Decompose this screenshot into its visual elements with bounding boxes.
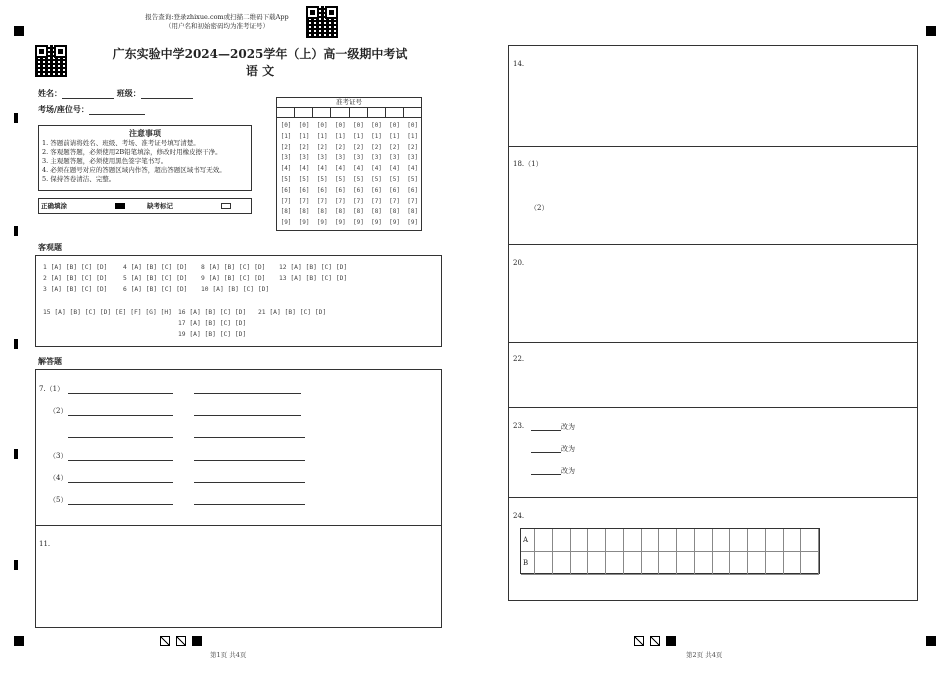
answer-line[interactable] (68, 393, 173, 394)
answer-line[interactable] (531, 452, 561, 453)
exam-digit-bubble[interactable]: [3] (352, 154, 364, 162)
exam-digit-bubble[interactable]: [4] (407, 165, 419, 173)
exam-digit-bubble[interactable]: [0] (371, 122, 382, 129)
section-divider (509, 407, 917, 408)
grid-cell[interactable] (588, 552, 606, 575)
gaiwei-text: 改为 (561, 445, 575, 453)
grid-cell[interactable] (606, 552, 624, 575)
exam-digit-bubble[interactable]: [9] (389, 219, 401, 227)
correct-fill-label: 正确填涂 (41, 202, 67, 210)
exam-digit-bubble[interactable]: [3] (280, 154, 292, 162)
grid-cell[interactable] (571, 529, 589, 552)
exam-digit-column[interactable] (349, 121, 367, 229)
grid-cell[interactable] (535, 529, 553, 552)
exam-digit-bubble[interactable]: [0] (334, 122, 346, 129)
exam-digit-bubble[interactable]: [9] (407, 219, 419, 227)
report-query-text: 报告查询:登录zhixue.com或扫描二维码下载App (145, 13, 289, 21)
page-check-icon (634, 636, 644, 646)
exam-digit-bubble[interactable]: [8] (407, 208, 419, 216)
answer-line[interactable] (194, 482, 305, 483)
exam-digit-bubble[interactable]: [7] (298, 197, 310, 205)
option-row[interactable]: 10 [A] [B] [C] [D] (201, 286, 270, 293)
class-field[interactable] (141, 90, 193, 99)
exam-digit-bubble[interactable]: [6] (334, 186, 346, 194)
absent-mark[interactable] (221, 203, 231, 209)
exam-digit-bubble[interactable]: [1] (389, 132, 401, 140)
option-row[interactable]: 5 [A] [B] [C] [D] (123, 275, 188, 282)
exam-digit-bubble[interactable]: [0] (389, 122, 401, 129)
exam-digit-bubble[interactable]: [8] (280, 208, 292, 216)
grid-cell[interactable] (642, 529, 660, 552)
exam-digit-bubble[interactable]: [1] (352, 132, 364, 140)
exam-digit-bubble[interactable]: [4] (298, 165, 310, 173)
name-field[interactable] (62, 90, 114, 99)
section-divider (509, 342, 917, 343)
grid-cell[interactable] (695, 552, 713, 575)
exam-digit-bubble[interactable]: [5] (371, 175, 382, 183)
exam-digit-bubble[interactable]: [7] (371, 197, 382, 205)
exam-digit-bubble[interactable]: [6] (280, 186, 292, 194)
exam-digit-bubble[interactable]: [5] (352, 175, 364, 183)
exam-number-title: 准考证号 (277, 98, 421, 108)
exam-digit-bubble[interactable]: [7] (316, 197, 328, 205)
option-row[interactable]: 19 [A] [B] [C] [D] (178, 331, 247, 338)
option-row[interactable]: 6 [A] [B] [C] [D] (123, 286, 188, 293)
name-label: 姓名： 班级： (38, 88, 193, 99)
gaiwei-text: 改为 (561, 423, 575, 431)
notice-item: 3. 主观题答题，必须使用黑色签字笔书写。 (42, 157, 168, 165)
answer-line[interactable] (68, 460, 173, 461)
exam-digit-bubble[interactable]: [9] (334, 219, 346, 227)
answer-line[interactable] (194, 504, 305, 505)
option-row[interactable]: 4 [A] [B] [C] [D] (123, 264, 188, 271)
exam-digit-bubble[interactable]: [4] (334, 165, 346, 173)
answer-line[interactable] (68, 415, 173, 416)
grid-cell[interactable] (571, 552, 589, 575)
grid-cell[interactable] (713, 529, 731, 552)
grid-cell[interactable] (784, 552, 802, 575)
exam-digit-bubble[interactable]: [1] (280, 132, 292, 140)
exam-digit-bubble[interactable]: [7] (334, 197, 346, 205)
grid-cell[interactable] (784, 529, 802, 552)
objective-box (35, 255, 442, 347)
exam-digit-bubble[interactable]: [7] (352, 197, 364, 205)
answer-line[interactable] (68, 504, 173, 505)
correct-fill-mark (115, 203, 125, 209)
exam-digit-bubble[interactable]: [1] (407, 132, 419, 140)
exam-digit-bubble[interactable]: [6] (407, 186, 419, 194)
grid-cell[interactable] (677, 529, 695, 552)
section-divider (509, 146, 917, 147)
grid-cell[interactable] (713, 552, 731, 575)
exam-digit-column[interactable] (386, 121, 404, 229)
notice-box (38, 125, 252, 191)
exam-digit-bubble[interactable]: [2] (389, 143, 401, 151)
exam-digit-bubble[interactable]: [2] (371, 143, 382, 151)
page-check-icon (650, 636, 660, 646)
exam-digit-bubble[interactable]: [5] (316, 175, 328, 183)
q23-label: 23. (513, 422, 525, 430)
q7-1-label: 7.（1） (39, 385, 65, 393)
page-number: 第2页 共4页 (686, 651, 723, 659)
exam-digit-bubble[interactable]: [2] (316, 143, 328, 151)
exam-digit-bubble[interactable]: [0] (316, 122, 328, 129)
q7-3-label: （3） (49, 452, 68, 460)
q24-label: 24. (513, 512, 525, 520)
answer-line[interactable] (68, 482, 173, 483)
exam-digit-bubble[interactable]: [6] (316, 186, 328, 194)
q7-4-label: （4） (49, 474, 68, 482)
exam-digit-bubble[interactable]: [9] (352, 219, 364, 227)
exam-digit-bubble[interactable]: [0] (298, 122, 310, 129)
grid-cell[interactable] (553, 552, 571, 575)
option-row[interactable]: 2 [A] [B] [C] [D] (43, 275, 108, 282)
absent-label: 缺考标记 (147, 202, 173, 210)
subjective-box-q7 (35, 369, 442, 526)
exam-digit-column[interactable] (313, 121, 331, 229)
page2-answer-box (508, 45, 918, 601)
side-marker (14, 113, 18, 123)
answer-line[interactable] (194, 415, 301, 416)
page-marker (666, 636, 676, 646)
option-row[interactable]: 13 [A] [B] [C] [D] (279, 275, 348, 282)
grid-cell[interactable] (606, 529, 624, 552)
exam-digit-column[interactable] (277, 121, 295, 229)
page-number: 第1页 共4页 (210, 651, 247, 659)
option-row[interactable]: 15 [A] [B] [C] [D] [E] [F] [G] [H] (43, 309, 172, 316)
exam-digit-bubble[interactable]: [9] (280, 219, 292, 227)
exam-digit-bubble[interactable]: [2] (352, 143, 364, 151)
q20-label: 20. (513, 259, 525, 267)
option-row[interactable]: 21 [A] [B] [C] [D] (258, 309, 327, 316)
exam-digit-bubble[interactable]: [0] (280, 122, 292, 129)
room-label: 考场/座位号： (38, 104, 145, 115)
corner-marker (14, 636, 24, 646)
grid-cell[interactable] (748, 529, 766, 552)
answer-area-q11[interactable] (35, 525, 442, 628)
exam-digit-bubble[interactable]: [8] (352, 208, 364, 216)
option-row[interactable]: 12 [A] [B] [C] [D] (279, 264, 348, 271)
grid-cell[interactable] (766, 552, 784, 575)
q24-writing-grid[interactable] (520, 528, 820, 574)
exam-digit-bubble[interactable]: [2] (298, 143, 310, 151)
exam-digit-bubble[interactable]: [0] (352, 122, 364, 129)
exam-digit-bubble[interactable]: [9] (298, 219, 310, 227)
exam-digit-bubble[interactable]: [8] (371, 208, 382, 216)
q18-1-label: 18.（1） (513, 160, 543, 168)
exam-digit-bubble[interactable]: [8] (334, 208, 346, 216)
exam-digit-bubble[interactable]: [6] (352, 186, 364, 194)
exam-digit-bubble[interactable]: [7] (407, 197, 419, 205)
exam-digit-bubble[interactable]: [9] (371, 219, 382, 227)
exam-digit-bubble[interactable]: [5] (334, 175, 346, 183)
page-check-icon (176, 636, 186, 646)
exam-digit-bubble[interactable]: [4] (280, 165, 292, 173)
exam-digit-bubble[interactable]: [3] (298, 154, 310, 162)
exam-digit-bubble[interactable]: [2] (334, 143, 346, 151)
exam-digit-bubble[interactable]: [4] (371, 165, 382, 173)
answer-line[interactable] (194, 393, 301, 394)
exam-digit-bubble[interactable]: [8] (316, 208, 328, 216)
exam-digit-bubble[interactable]: [8] (298, 208, 310, 216)
q7-5-label: （5） (49, 496, 68, 504)
side-marker (14, 226, 18, 236)
gaiwei-text: 改为 (561, 467, 575, 475)
notice-item: 5. 保持答卷清洁、完整。 (42, 175, 116, 183)
exam-digit-column[interactable] (368, 121, 386, 229)
exam-digit-bubble[interactable]: [4] (352, 165, 364, 173)
exam-digit-bubble[interactable]: [4] (316, 165, 328, 173)
fill-example-box (38, 198, 252, 214)
option-row[interactable]: 16 [A] [B] [C] [D] (178, 309, 247, 316)
side-marker (14, 449, 18, 459)
section-divider (509, 244, 917, 245)
exam-digit-bubble[interactable]: [2] (407, 143, 419, 151)
exam-digit-bubble[interactable]: [6] (371, 186, 382, 194)
exam-digit-column[interactable] (331, 121, 349, 229)
exam-digit-bubble[interactable]: [5] (407, 175, 419, 183)
exam-digit-bubble[interactable]: [4] (389, 165, 401, 173)
exam-digit-bubble[interactable]: [5] (280, 175, 292, 183)
q22-label: 22. (513, 355, 525, 363)
answer-line[interactable] (531, 474, 561, 475)
objective-title: 客观题 (38, 242, 62, 252)
grid-cell[interactable] (677, 552, 695, 575)
exam-digit-bubble[interactable]: [3] (316, 154, 328, 162)
school-title: 广东实验中学2024—2025学年（上）高一级期中考试 (112, 47, 408, 61)
q18-2-label: （2） (530, 204, 549, 212)
notice-item: 2. 客观题答题，必须使用2B铅笔填涂，修改时用橡皮擦干净。 (42, 148, 222, 156)
grid-cell[interactable] (766, 529, 784, 552)
section-divider (509, 497, 917, 498)
grid-row-label: B (521, 552, 535, 575)
grid-cell[interactable] (642, 552, 660, 575)
grid-cell[interactable] (659, 529, 677, 552)
grid-cell[interactable] (553, 529, 571, 552)
corner-marker (926, 636, 936, 646)
notice-item: 4. 必须在题号对应的答题区域内作答，超出答题区域书写无效。 (42, 166, 226, 174)
page-marker (192, 636, 202, 646)
subjective-title: 解答题 (38, 356, 62, 366)
grid-cell[interactable] (535, 552, 553, 575)
grid-cell[interactable] (801, 552, 819, 575)
qr-code-icon (35, 45, 67, 77)
exam-digit-column[interactable] (295, 121, 313, 229)
option-row[interactable]: 8 [A] [B] [C] [D] (201, 264, 266, 271)
q11-label: 11. (39, 540, 51, 548)
answer-line[interactable] (194, 460, 305, 461)
exam-digit-bubble[interactable]: [1] (298, 132, 310, 140)
exam-digit-bubble[interactable]: [1] (316, 132, 328, 140)
grid-cell[interactable] (801, 529, 819, 552)
grid-cell[interactable] (730, 552, 748, 575)
notice-item: 1. 答题前请将姓名、班级、考场、准考证号填写清楚。 (42, 139, 200, 147)
exam-digit-column[interactable] (404, 121, 422, 229)
exam-digit-bubble[interactable]: [5] (389, 175, 401, 183)
corner-marker (926, 26, 936, 36)
grid-cell[interactable] (624, 552, 642, 575)
side-marker (14, 339, 18, 349)
answer-line[interactable] (68, 437, 173, 438)
exam-digit-bubble[interactable]: [7] (389, 197, 401, 205)
exam-digit-bubble[interactable]: [6] (298, 186, 310, 194)
exam-digit-bubble[interactable]: [3] (407, 154, 419, 162)
exam-digit-bubble[interactable]: [9] (316, 219, 328, 227)
exam-digit-bubble[interactable]: [5] (298, 175, 310, 183)
exam-digit-bubble[interactable]: [8] (389, 208, 401, 216)
q7-2-label: （2） (49, 407, 68, 415)
page-check-icon (160, 636, 170, 646)
notice-title: 注意事项 (129, 128, 161, 138)
grid-row-label: A (521, 529, 535, 552)
exam-digit-bubble[interactable]: [3] (389, 154, 401, 162)
option-row[interactable]: 1 [A] [B] [C] [D] (43, 264, 108, 271)
side-marker (14, 560, 18, 570)
report-hint-text: （用户名和初始密码均为准考证号） (165, 22, 269, 30)
room-field[interactable] (89, 106, 145, 115)
exam-number-grid (277, 121, 421, 231)
corner-marker (14, 26, 24, 36)
q14-label: 14. (513, 60, 525, 68)
grid-cell[interactable] (624, 529, 642, 552)
grid-cell[interactable] (659, 552, 677, 575)
exam-digit-bubble[interactable]: [0] (407, 122, 419, 129)
option-row[interactable]: 17 [A] [B] [C] [D] (178, 320, 247, 327)
exam-digit-bubble[interactable]: [6] (389, 186, 401, 194)
qr-code-icon (306, 6, 338, 38)
answer-line[interactable] (531, 430, 561, 431)
option-row[interactable]: 9 [A] [B] [C] [D] (201, 275, 266, 282)
exam-number-box (276, 97, 422, 231)
exam-digit-bubble[interactable]: [3] (334, 154, 346, 162)
exam-digit-bubble[interactable]: [3] (371, 154, 382, 162)
answer-line[interactable] (194, 437, 305, 438)
exam-digit-bubble[interactable]: [7] (280, 197, 292, 205)
grid-cell[interactable] (588, 529, 606, 552)
grid-cell[interactable] (730, 529, 748, 552)
subject-title: 语 文 (245, 64, 275, 78)
exam-digit-bubble[interactable]: [1] (371, 132, 382, 140)
grid-cell[interactable] (748, 552, 766, 575)
option-row[interactable]: 3 [A] [B] [C] [D] (43, 286, 108, 293)
exam-digit-bubble[interactable]: [1] (334, 132, 346, 140)
exam-digit-bubble[interactable]: [2] (280, 143, 292, 151)
grid-cell[interactable] (695, 529, 713, 552)
